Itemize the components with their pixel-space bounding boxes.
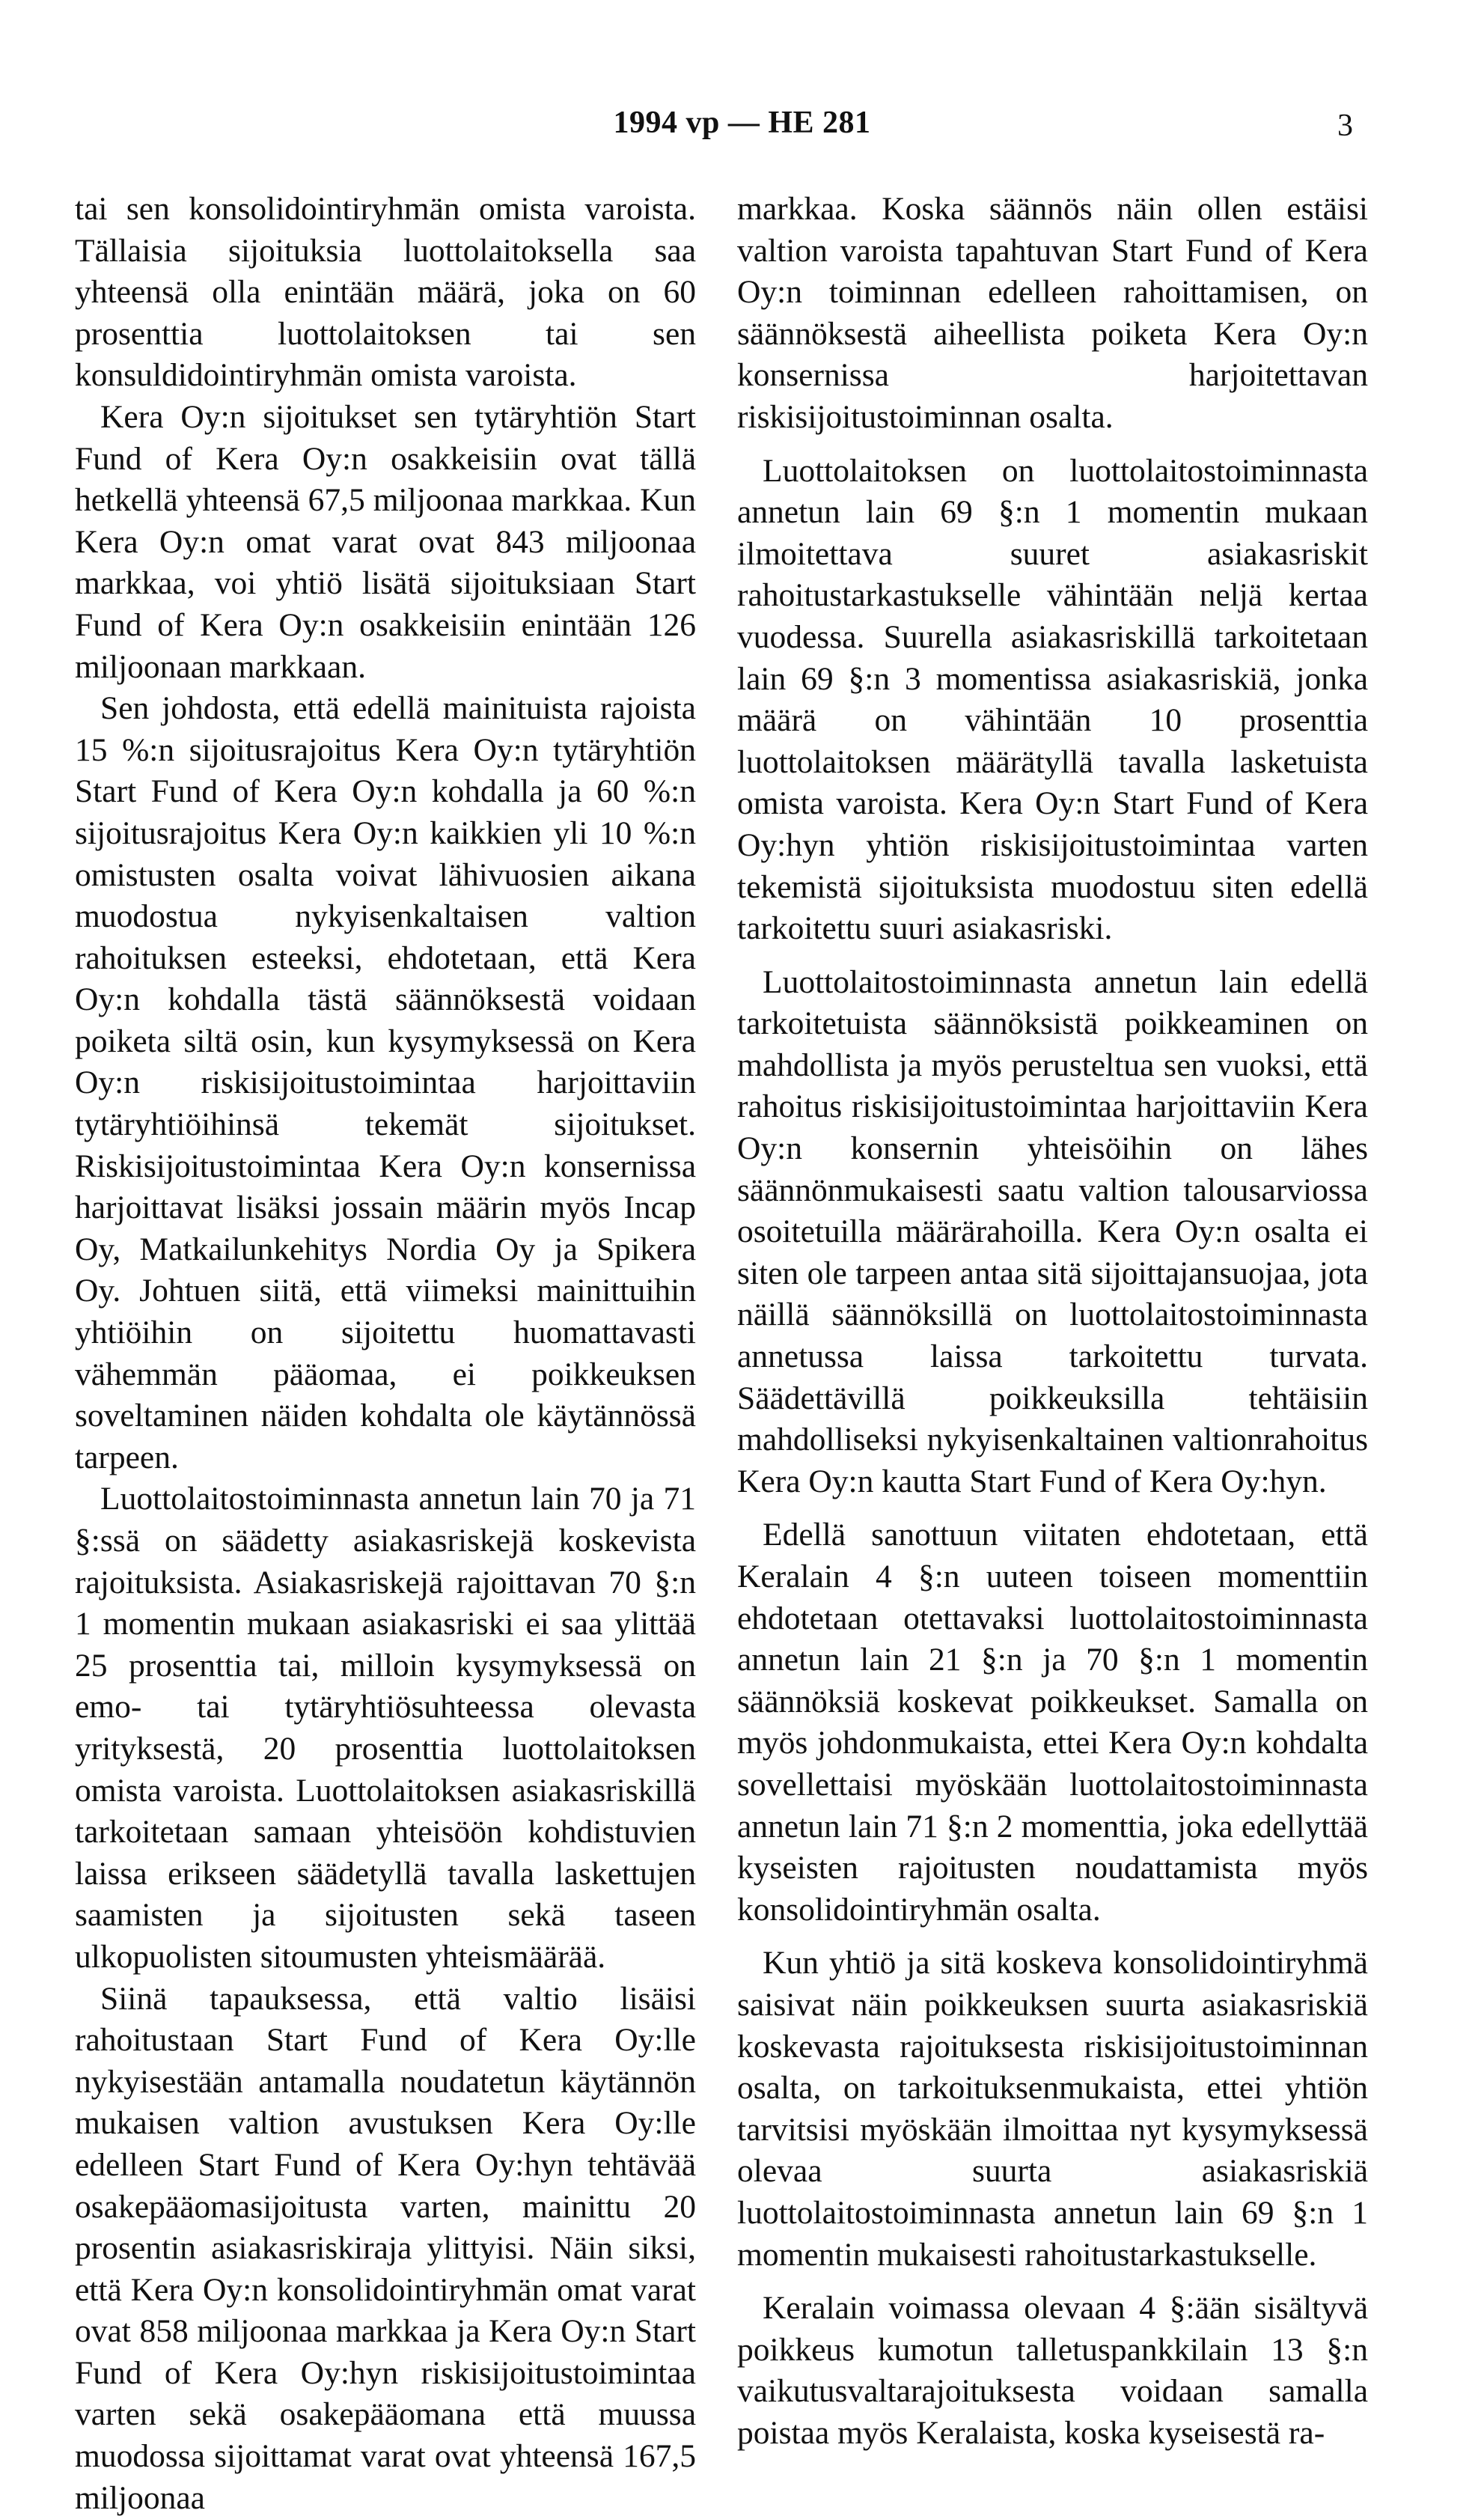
paragraph: Edellä sanottuun viitaten ehdotetaan, että Keralain 4 §:n uuteen toiseen momenttiin ehdotetaan otettavaksi luottolaitostoiminnasta annetun lain 21 §:n ja 70 §:n 1 momentin säännöksiä koskevat poikkeukset. Samalla on myös johdonmukaista, ettei Kera Oy:n kohdalta sovellettaisi myöskään luottolaitostoiminnasta annetun lain 71 §:n 2 momenttia, joka edellyttää kyseisten rajoitusten noudattamista myös konsolidointiryhmän osalta. bbox=[737, 1517, 1368, 1928]
paragraph: tai sen konsolidointiryhmän omista varoista. Tällaisia sijoituksia luottolaitoksella saa yhteensä olla enintään määrä, joka on 60 prosenttia luottolaitoksen tai sen konsuldidointiryhmän omista varoista. bbox=[75, 191, 696, 394]
paragraph: Siinä tapauksessa, että valtio lisäisi rahoitustaan Start Fund of Kera Oy:lle nykyisestään antamalla noudatetun käytännön mukaisen valtion avustuksen Kera Oy:lle edelleen Start Fund of Kera Oy:hyn tehtävää osakepääomasijoitusta varten, mainittu 20 prosentin asiakasriskiraja ylittyisi. Näin siksi, että Kera Oy:n konsolidointiryhmän omat varat ovat 858 miljoonaa markkaa ja Kera Oy:n Start Fund of Kera Oy:hyn riskisijoitustoimintaa varten sekä osakepääomana että muussa muodossa sijoittamat varat ovat yhteensä 167,5 miljoonaa bbox=[75, 1980, 696, 2516]
running-title: 1994 vp — HE 281 bbox=[613, 106, 871, 140]
paragraph: Luottolaitostoiminnasta annetun lain 70 ja 71 §:ssä on säädetty asiakasriskejä koskevista rajoituksista. Asiakasriskejä rajoittavan 70 §:n 1 momentin mukaan asiakasriski ei saa ylittää 25 prosenttia tai, milloin kysymyksessä on emo- tai tytäryhtiösuhteessa olevasta yrityksestä, 20 prosenttia luottolaitoksen omista varoista. Luottolaitoksen asiakasriskillä tarkoitetaan samaan yhteisöön kohdistuvien laissa erikseen säädetyllä tavalla laskettujen saamisten ja sijoitusten sekä taseen ulkopuolisten sitoumusten yhteismäärää. bbox=[75, 1481, 696, 1975]
paragraph: Kun yhtiö ja sitä koskeva konsolidointiryhmä saisivat näin poikkeuksen suurta asiakasriskiä koskevasta rajoituksesta riskisijoitustoiminnan osalta, on tarkoituksenmukaista, ettei yhtiön tarvitsisi myöskään ilmoittaa nyt kysymyksessä olevaa suurta asiakasriskiä luottolaitostoiminnasta annetun lain 69 §:n 1 momentin mukaisesti rahoitustarkastukselle. bbox=[737, 1945, 1368, 2273]
page-header bbox=[0, 105, 1484, 150]
paragraph: Sen johdosta, että edellä mainituista rajoista 15 %:n sijoitusrajoitus Kera Oy:n tytäryhtiön Start Fund of Kera Oy:n kohdalla ja 60 %:n sijoitusrajoitus Kera Oy:n kaikkien yli 10 %:n omistusten osalta voivat lähivuosien aikana muodostua nykyisenkaltaisen valtion rahoituksen esteeksi, ehdotetaan, että Kera Oy:n kohdalla tästä säännöksestä voidaan poiketa siltä osin, kun kysymyksessä on Kera Oy:n riskisijoitustoimintaa harjoittaviin tytäryhtiöihinsä tekemät sijoitukset. Riskisijoitustoimintaa Kera Oy:n konsernissa harjoittavat lisäksi jossain määrin myös Incap Oy, Matkailunkehitys Nordia Oy ja Spikera Oy. Johtuen siitä, että viimeksi mainittuihin yhtiöihin on sijoitettu huomattavasti vähemmän pääomaa, ei poikkeuksen soveltaminen näiden kohdalta ole käytännössä tarpeen. bbox=[75, 690, 696, 1475]
left-column bbox=[75, 189, 696, 2519]
paragraph: markkaa. Koska säännös näin ollen estäisi valtion varoista tapahtuvan Start Fund of Kera Oy:n toiminnan edelleen rahoittamisen, on säännöksestä aiheellista poiketa Kera Oy:n konsernissa harjoitettavan riskisijoitustoiminnan osalta. bbox=[737, 191, 1368, 435]
paragraph: Keralain voimassa olevaan 4 §:ään sisältyvä poikkeus kumotun talletuspankkilain 13 §:n vaikutusvaltarajoituksesta voidaan samalla poistaa myös Keralaista, koska kyseisestä ra- bbox=[737, 2290, 1368, 2451]
page-number: 3 bbox=[1337, 109, 1353, 143]
paragraph: Kera Oy:n sijoitukset sen tytäryhtiön Start Fund of Kera Oy:n osakkeisiin ovat tällä hetkellä yhteensä 67,5 miljoonaa markkaa. Kun Kera Oy:n omat varat ovat 843 miljoonaa markkaa, voi yhtiö lisätä sijoituksiaan Start Fund of Kera Oy:n osakkeisiin enintään 126 miljoonaan markkaan. bbox=[75, 398, 696, 685]
paragraph: Luottolaitostoiminnasta annetun lain edellä tarkoitetuista säännöksistä poikkeaminen on mahdollista ja myös perusteltua sen vuoksi, että rahoitus riskisijoitustoimintaa harjoittaviin Kera Oy:n konsernin yhteisöihin on lähes säännönmukaisesti saatu valtion talousarviossa osoitetuilla määrärahoilla. Kera Oy:n osalta ei siten ole tarpeen antaa sitä sijoittajansuojaa, jota näillä säännöksillä on luottolaitostoiminnasta annetussa laissa tarkoitettu turvata. Säädettävillä poikkeuksilla tehtäisiin mahdolliseksi nykyisenkaltainen valtionrahoitus Kera Oy:n kautta Start Fund of Kera Oy:hyn. bbox=[737, 963, 1368, 1499]
right-column bbox=[737, 189, 1368, 2454]
paragraph: Luottolaitoksen on luottolaitostoiminnasta annetun lain 69 §:n 1 momentin mukaan ilmoitettava suuret asiakasriskit rahoitustarkastukselle vähintään neljä kertaa vuodessa. Suurella asiakasriskillä tarkoitetaan lain 69 §:n 3 momentissa asiakasriskiä, jonka määrä on vähintään 10 prosenttia luottolaitoksen määrätyllä tavalla lasketuista omista varoista. Kera Oy:n Start Fund of Kera Oy:hyn yhtiön riskisijoitustoimintaa varten tekemistä sijoituksista muodostuu siten edellä tarkoitettu suuri asiakasriski. bbox=[737, 452, 1368, 947]
